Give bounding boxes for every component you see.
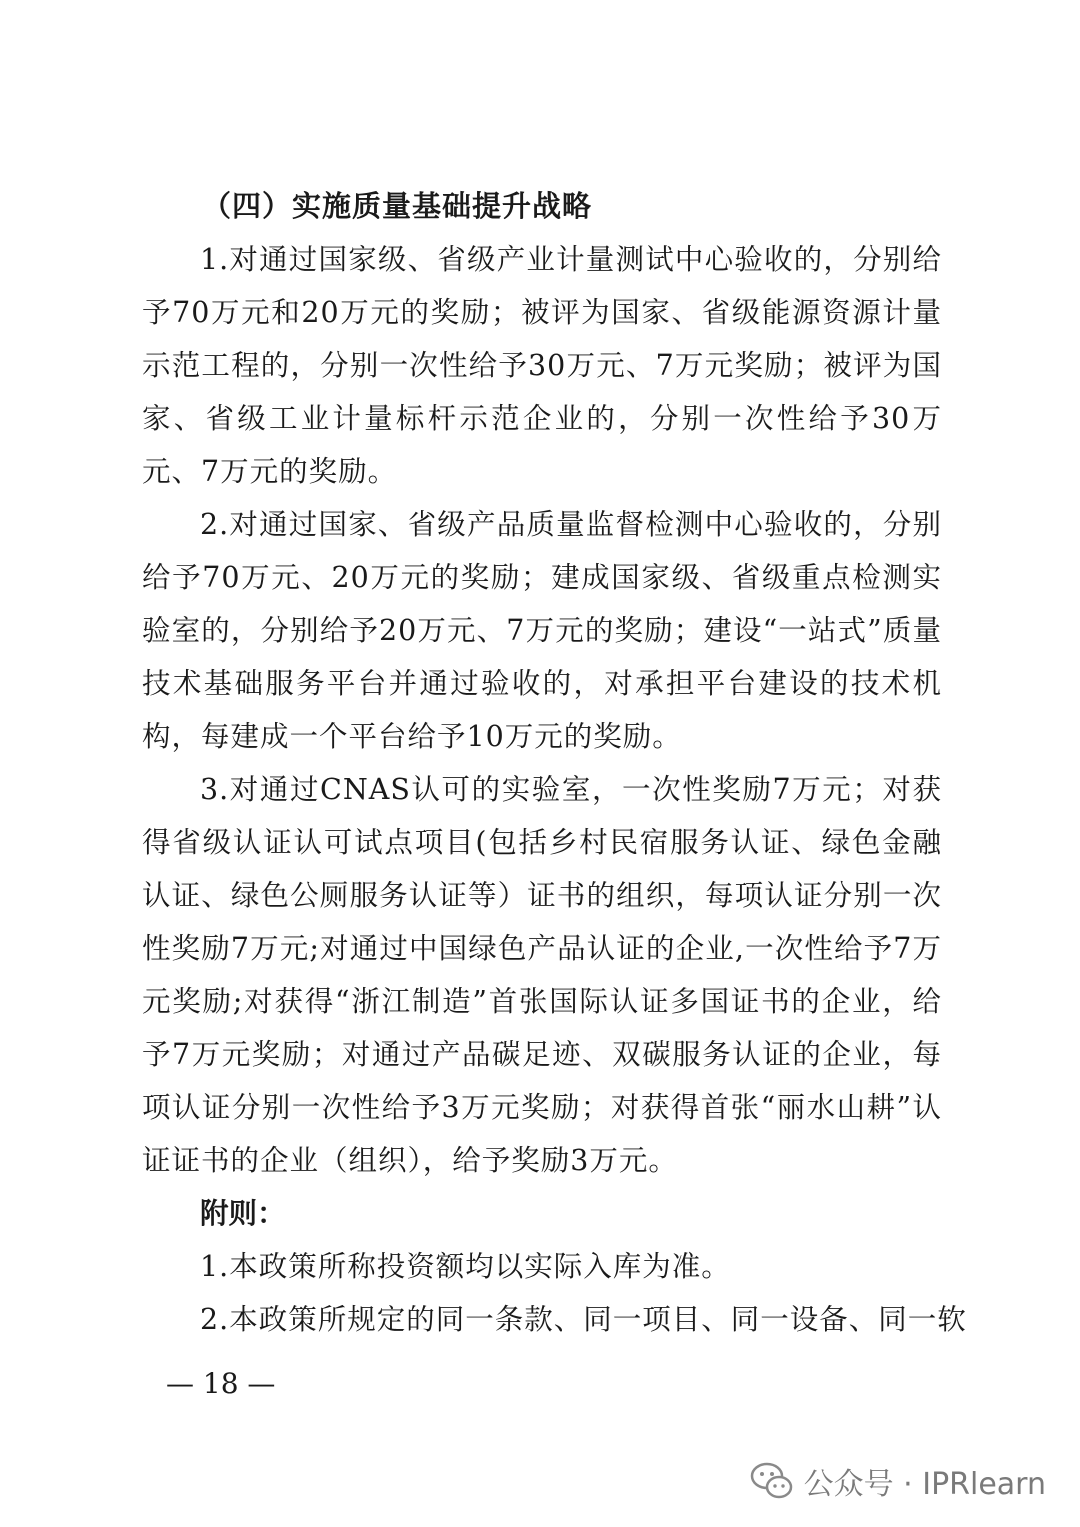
appendix-item-2: 2.本政策所规定的同一条款、同一项目、同一设备、同一软 xyxy=(200,1303,967,1336)
appendix-item-1: 1.本政策所称投资额均以实际入库为准。 xyxy=(200,1250,731,1283)
page-content xyxy=(142,180,967,1346)
watermark-text: 公众号 · IPRlearn xyxy=(803,1467,1046,1502)
section-heading: （四）实施质量基础提升战略 xyxy=(202,189,593,223)
appendix-heading: 附则： xyxy=(200,1197,286,1230)
wechat-icon xyxy=(750,1461,794,1501)
watermark xyxy=(750,1455,1046,1507)
paragraph-1: 1.对通过国家级、省级产业计量测试中心验收的，分别给予70万元和20万元的奖励；被评为国家、省级能源资源计量示范工程的，分别一次性给予30万元、7万元奖励；被评为国家、省级工业计量标杆示范企业的，分别一次性给予30万元、7万元的奖励。 xyxy=(142,243,942,488)
paragraph-3: 3.对通过CNAS认可的实验室，一次性奖励7万元；对获得省级认证认可试点项目(包括乡村民宿服务认证、绿色金融认证、绿色公厕服务认证等）证书的组织，每项认证分别一次性奖励7万元;对通过中国绿色产品认证的企业,一次性给予7万元奖励;对获得“浙江制造”首张国际认证多国证书的企业，给予7万元奖励；对通过产品碳足迹、双碳服务认证的企业，每项认证分别一次性给予3万元奖励；对获得首张“丽水山耕”认证证书的企业（组织），给予奖励3万元。 xyxy=(142,773,942,1177)
page-number: — 18 — xyxy=(166,1367,276,1400)
paragraph-2: 2.对通过国家、省级产品质量监督检测中心验收的，分别给予70万元、20万元的奖励；建成国家级、省级重点检测实验室的，分别给予20万元、7万元的奖励；建设“一站式”质量技术基础服务平台并通过验收的，对承担平台建设的技术机构，每建成一个平台给予10万元的奖励。 xyxy=(142,508,942,753)
